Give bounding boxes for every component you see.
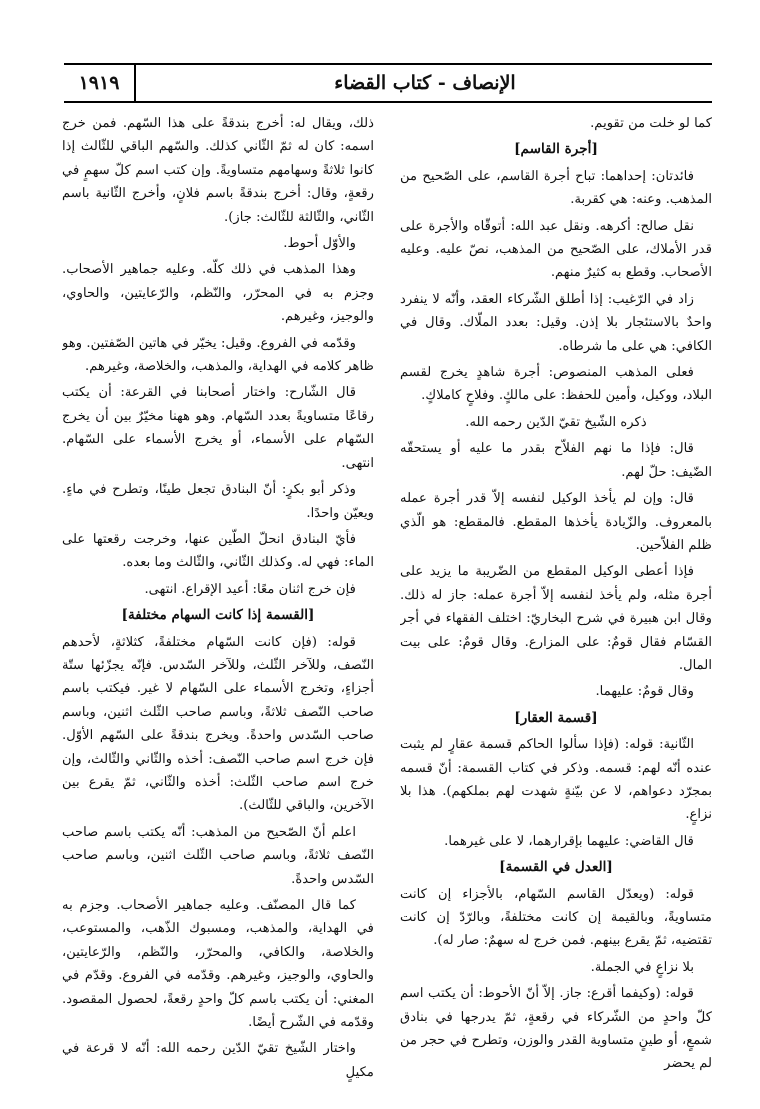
page-header [64, 63, 712, 103]
paragraph: واختار الشّيخ تقيّ الدّين رحمه الله: أنّه لا قرعة في مكيلٍ [62, 1041, 374, 1080]
running-title: الإنصاف - كتاب القضاء [334, 72, 516, 94]
paragraph: فإن خرج اثنان معًا: أعيد الإقراع. انتهى. [144, 581, 356, 597]
header-divider [134, 65, 136, 101]
paragraph: وقدّمه في الفروع. وقيل: يخيّر في هاتين الصّفتين. وهو ظاهر كلامه في الهداية، والمذهب، والخلاصة، وغيرهم. [62, 335, 374, 375]
paragraph: قال الشّارح: واختار أصحابنا في القرعة: أن يكتب رقاعًا متساويةً بعدد السّهام. وهو ههنا مخيّرٌ بين أن يخرج السّهام على الأسماء، أو يخرج الأسماء على السّهام. انتهى. [62, 385, 374, 471]
paragraph: كما قال المصنّف. وعليه جماهير الأصحاب. وجزم به في الهداية، والمذهب، ومسبوك الذّهب، والمستوعب، والخلاصة، والكافي، والمحرّر، والنّظم، والرّعايتين، والحاوي، والوجيز، وغيرهم. وقدّمه في الفروع. وقدّم في المغني: أن يكتب باسم كلّ واحدٍ رقعةً، لحصول المقصود. وقدّمه في الشّرح أيضًا. [62, 898, 374, 1031]
section-heading: [أجرة القاسم] [514, 141, 598, 158]
paragraph: وذكر أبو بكرٍ: أنّ البنادق تجعل طينًا، وتطرح في ماءٍ. ويعيّن واحدًا. [62, 482, 374, 521]
paragraph: فأيّ البنادق انحلّ الطّين عنها، وخرجت رقعتها على الماء: فهي له. وكذلك الثّاني، والثّالث وما بعده. [62, 531, 374, 571]
page-number: ١٩١٩ [78, 72, 120, 94]
paragraph: الثّانية: قوله: (فإذا سألوا الحاكم قسمة عقارٍ لم يثبت عنده أنّه لهم: قسمه. وذكر في كتاب القسمة: أنّ قسمه بمجرّد دعواهم، لا عن بيّنةٍ شهدت لهم بملكهم). هذا بلا نزاعٍ. [400, 737, 712, 823]
paragraph: زاد في الرّغيب: إذا أطلق الشّركاء العقد، وأنّه لا ينفرد واحدٌ بالاستئجار بلا إذن. وقيل: بعدد الملّاك. وقال في الكافي: هي على ما شرطاه. [400, 291, 712, 354]
paragraph: وقال قومٌ: عليهما. [595, 684, 694, 700]
right-column [400, 112, 712, 1102]
section-heading: [قسمة العقار] [514, 709, 598, 726]
paragraph: نقل صالح: أكرهه. ونقل عبد الله: أتوقّاه والأجرة على قدر الأملاك، على الصّحيح من المذهب، نصّ عليه. وعليه الأصحاب. وقطع به كثيرٌ منهم. [400, 218, 712, 281]
paragraph: قال: فإذا ما نهم الفلاّح بقدر ما عليه أو يستحقّه الضّيف: حلّ لهم. [400, 441, 712, 480]
paragraph: كما لو خلت من تقويم. [590, 116, 712, 131]
section-heading: [العدل في القسمة] [499, 859, 613, 876]
paragraph: والأوّل أحوط. [283, 236, 356, 252]
paragraph: ذكره الشّيخ تقيّ الدّين رحمه الله. [465, 414, 647, 430]
left-column [62, 112, 374, 1102]
paragraph: قوله: (ويعدّل القاسم السّهام، بالأجزاء إن كانت متساويةً، وبالقيمة إن كانت مختلفةً، وبالرّدّ إن كانت تقتضيه، ثمّ يقرع بينهم. فمن خرج له سهمٌ: صار له). [400, 886, 712, 949]
paragraph: قال القاضي: عليهما بإقرارهما، لا على غيرهما. [444, 833, 694, 849]
paragraph: اعلم أنّ الصّحيح من المذهب: أنّه يكتب باسم صاحب النّصف ثلاثةً، وباسم صاحب الثّلث اثنين، وباسم صاحب السّدس واحدةً. [62, 824, 374, 887]
paragraph: قال: وإن لم يأخذ الوكيل لنفسه إلاّ قدر أجرة عمله بالمعروف. والزّيادة يأخذها المقطع. فالمقطع: هو الّذي ظلم الفلاّحين. [400, 491, 712, 553]
paragraph: بلا نزاعٍ في الجملة. [590, 959, 694, 975]
paragraph: ذلك، ويقال له: أخرج بندقةً على هذا السّهم. فمن خرج اسمه: كان له ثمّ الثّاني كذلك. والسّهم الباقي للثّالث إذا كانوا ثلاثةً وسهامهم متساويةً. وإن كتب اسم كلّ سهمٍ في رقعةٍ، وقال: أخرج بندقةً باسم فلانٍ، وأخرج الثّانية باسم الثّاني، والثّالثة للثّالث: جاز). [62, 116, 374, 225]
paragraph: قوله: (فإن كانت السّهام مختلفةً، كثلاثةٍ، لأحدهم النّصف، وللآخر الثّلث، وللآخر السّدس. فإنّه يجزّئها ستّة أجزاءٍ، وتخرج الأسماء على السّهام لا غير. فيكتب باسم صاحب النّصف ثلاثةً، وباسم صاحب الثّلث اثنين، وباسم صاحب السّدس واحدةً. ويخرج بندقةً على السّهم الأوّل. فإن خرج اسم صاحب النّصف: أخذه والثّاني والثّالث، وإن خرج اسم صاحب الثّلث: أخذه والثّاني، ثمّ يقرع بين الآخرين، والباقي للثّالث). [62, 634, 374, 814]
section-heading: [القسمة إذا كانت السهام مختلفة] [121, 607, 315, 624]
paragraph: فائدتان: إحداهما: تباح أجرة القاسم، على الصّحيح من المذهب. وعنه: هي كقربة. [400, 168, 712, 208]
paragraph: فعلى المذهب المنصوص: أجرة شاهدٍ يخرج لقسم البلاد، ووكيل، وأمين للحفظ: على مالكٍ. وفلاحٍ كاملاكٍ. [400, 365, 712, 404]
paragraph: قوله: (وكيفما أقرع: جاز. إلاّ أنّ الأحوط: أن يكتب اسم كلّ واحدٍ من الشّركاء في رقعةٍ، ثمّ يدرجها في بنادق شمعٍ، أو طينٍ متساوية القدر والوزن، وتطرح في حجر من لم يحضر [400, 986, 712, 1072]
paragraph: وهذا المذهب في ذلك كلّه. وعليه جماهير الأصحاب. وجزم به في المحرّر، والنّظم، والرّعايتين، والحاوي، والوجيز، وغيرهم. [62, 262, 374, 325]
paragraph: فإذا أعطى الوكيل المقطع من الضّريبة ما يزيد على أجرة مثله، ولم يأخذ لنفسه إلاّ أجرة عمله: جاز له ذلك. وقال ابن هبيرة في شرح البخاريّ: اختلف الفقهاء في أجر القسّام فقال قومٌ: على المزارع. وقال قومٌ: على بيت المال. [400, 564, 712, 673]
